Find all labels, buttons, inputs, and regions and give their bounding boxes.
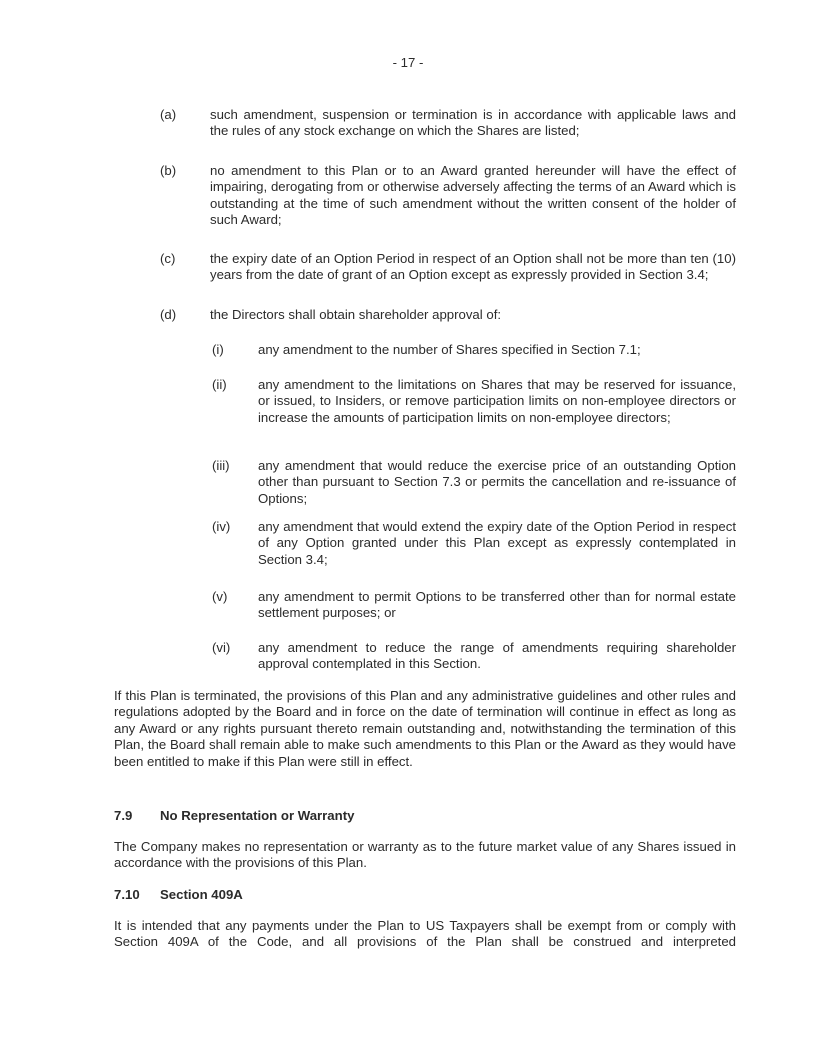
subclause-label: (vi) — [212, 640, 231, 655]
page-number: - 17 - — [392, 55, 424, 70]
clause-label: (b) — [160, 163, 177, 178]
clause-text: the Directors shall obtain shareholder approval of: — [210, 307, 502, 322]
clause-label: (a) — [160, 107, 177, 122]
clause-text: such amendment, suspension or termination is in accordance with applicable laws and the rules of any stock exchange on which the Shares are listed; — [210, 107, 736, 139]
clause-label: (c) — [160, 251, 176, 266]
subclause-label: (v) — [212, 589, 228, 604]
subclause-label: (iv) — [212, 519, 231, 534]
subclause-label: (i) — [212, 342, 224, 357]
subclause-label: (iii) — [212, 458, 230, 473]
termination-paragraph: If this Plan is terminated, the provisions of this Plan and any administrative guidelines and other rules and regulations adopted by the Board and in force on the date of termination will continue in effect as long as any Award or any rights pursuant thereto remain outstanding and, notwithstanding the termination of this Plan, the Board shall remain able to make such amendments to this Plan or the Award as they would have been entitled to make if this Plan were still in effect. — [114, 688, 736, 769]
clause-text: no amendment to this Plan or to an Award granted hereunder will have the effect of impairing, derogating from or otherwise adversely affecting the terms of an Award which is outstanding at the time of such amendment without the written consent of the holder of such Award; — [210, 163, 736, 228]
subclause-label: (ii) — [212, 377, 227, 392]
subclause-text: any amendment to permit Options to be transferred other than for normal estate settlement purposes; or — [258, 589, 736, 621]
clause-text: the expiry date of an Option Period in respect of an Option shall not be more than ten (10) years from the date of grant of an Option except as expressly provided in Section 3.4; — [210, 251, 736, 283]
subclause-text: any amendment that would reduce the exercise price of an outstanding Option other than pursuant to Section 7.3 or permits the cancellation and re-issuance of Options; — [258, 458, 736, 506]
section-7-10-text: It is intended that any payments under the Plan to US Taxpayers shall be exempt from or comply with Section 409A of the Code, and all provisions of the Plan shall be construed and interpreted — [114, 918, 736, 950]
section-heading-7-10 — [114, 887, 243, 903]
section-heading-7-9 — [114, 808, 354, 824]
section-title: No Representation or Warranty — [160, 808, 355, 823]
section-title: Section 409A — [160, 887, 243, 902]
clause-label: (d) — [160, 307, 177, 322]
subclause-text: any amendment to the limitations on Shares that may be reserved for issuance, or issued, to Insiders, or remove participation limits on non-employee directors or increase the amounts of participation limits on non-employee directors; — [258, 377, 736, 425]
subclause-text: any amendment to reduce the range of amendments requiring shareholder approval contemplated in this Section. — [258, 640, 736, 672]
section-7-9-text: The Company makes no representation or warranty as to the future market value of any Shares issued in accordance with the provisions of this Plan. — [114, 839, 736, 871]
subclause-text: any amendment that would extend the expiry date of the Option Period in respect of any Option granted under this Plan except as expressly contemplated in Section 3.4; — [258, 519, 736, 567]
subclause-text: any amendment to the number of Shares specified in Section 7.1; — [258, 342, 641, 357]
section-number: 7.9 — [114, 808, 133, 823]
section-number: 7.10 — [114, 887, 140, 902]
